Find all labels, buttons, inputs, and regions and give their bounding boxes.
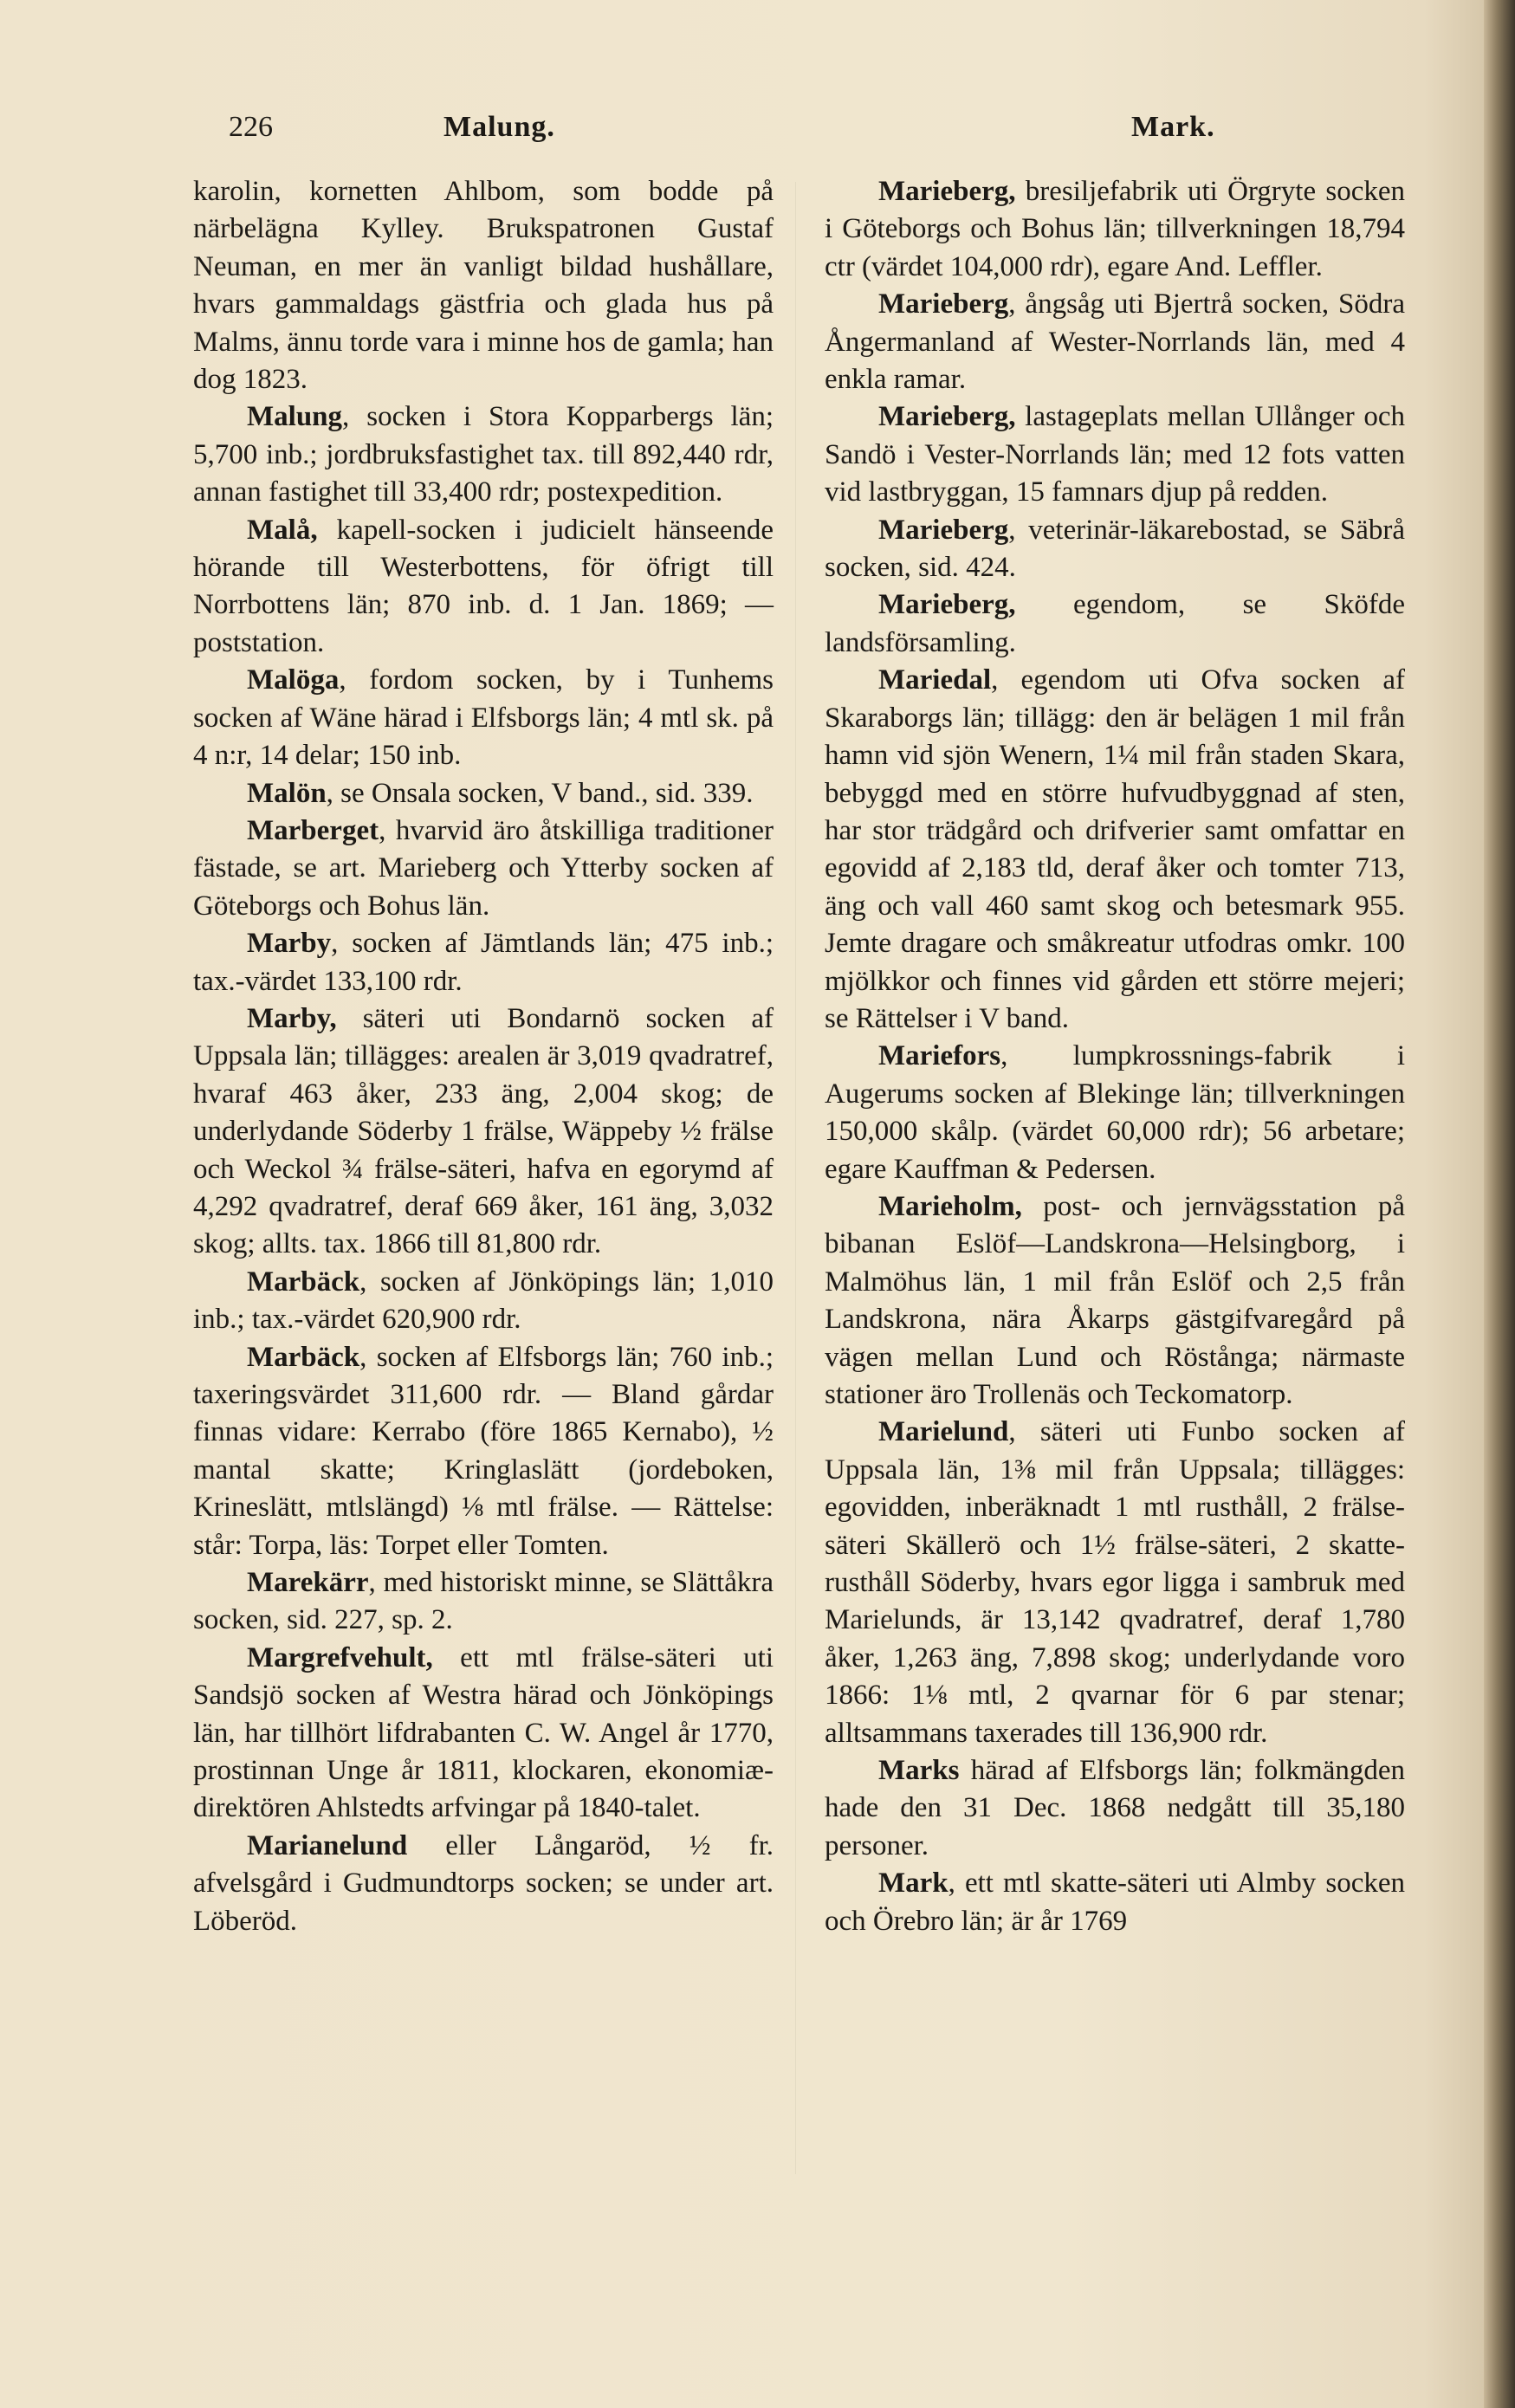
dictionary-entry [825,512,1405,587]
entry-text: lastageplats mellan Ullånger och Sandö i Vester-Norrlands län; med 12 fots vatten vid lastbryggan, 15 famnars djup på redden. [825,401,1405,508]
entry-headword: Marieberg, [878,589,1016,621]
dictionary-entry [193,1640,774,1828]
dictionary-entry [825,286,1405,398]
entry-headword: Malung [247,401,343,433]
entry-text: egendom, se Sköfde landsförsamling. [825,589,1405,658]
dictionary-entry [193,1339,774,1564]
entry-headword: Malå, [247,514,318,546]
dictionary-entry [193,1264,774,1339]
entry-headword: Marekärr [247,1567,369,1599]
dictionary-entry [825,1865,1405,1940]
entry-text: , hvarvid äro åtskilliga traditioner fästade, se art. Marieberg och Ytterby socken af Göteborgs och Bohus län. [193,814,774,922]
entry-headword: Mariedal [878,664,992,696]
entry-headword: Marieberg, [878,176,1016,207]
entry-headword: Marieberg [878,514,1009,546]
entry-headword: Mark [878,1867,948,1900]
entry-text: , se Onsala socken, V band., sid. 339. [326,777,754,809]
entry-headword: Malöga [247,664,340,696]
column-divider [795,182,796,2174]
entry-text: ett mtl frälse-säteri uti Sandsjö socken af Westra härad och Jönköpings län, har tillhört lifdrabanten C. W. Angel år 1770, prostinnan Unge år 1811, klockaren, ekonomiæ-direktören Ahlstedts arfvingar på 1840-talet. [193,1641,774,1824]
entry-headword: Marbäck [247,1265,360,1298]
entry-text: post- och jernvägsstation på bibanan Eslöf—Landskrona—Helsingborg, i Malmöhus län, 1 mil från Eslöf och 2,5 från Landskrona, nära Åkarps gästgifvaregård på vägen mellan Lund och Röstånga; närmaste stationer äro Trollenäs och Teckomatorp. [825,1190,1405,1410]
entry-text: , socken af Jönköpings län; 1,010 inb.; tax.-värdet 620,900 rdr. [193,1265,774,1336]
entry-text: härad af Elfsborgs län; folkmängden hade den 31 Dec. 1868 nedgått till 35,180 personer. [825,1755,1405,1861]
dictionary-entry [825,586,1405,662]
entry-headword: Marieholm, [878,1190,1022,1222]
dictionary-entry [825,173,1405,286]
dictionary-entry [193,812,774,925]
entry-text: , ångsåg uti Bjertrå socken, Södra Ångermanland af Wester-Norrlands län, med 4 enkla ramar. [825,288,1405,396]
entry-headword: Marks [878,1755,960,1787]
entry-headword: Marby, [247,1002,337,1034]
dictionary-entry [193,1000,774,1264]
entry-text: , socken i Stora Kopparbergs län; 5,700 inb.; jordbruksfastighet tax. till 892,440 rdr, annan fastighet till 33,400 rdr; postexpedition. [193,401,774,508]
dictionary-entry [193,398,774,511]
entry-text: , med historiskt minne, se Slättåkra socken, sid. 227, sp. 2. [193,1567,774,1636]
dictionary-entry [825,1038,1405,1188]
entry-text: , veterinär-läkarebostad, se Säbrå socken, sid. 424. [825,514,1405,584]
entry-headword: Marieberg, [878,401,1016,433]
entry-headword: Marberget [247,814,379,846]
dictionary-entry [193,925,774,1000]
left-column [193,173,774,1940]
right-running-head: Mark. [1131,111,1215,143]
entry-text: , socken af Jämtlands län; 475 inb.; tax.-värdet 133,100 rdr. [193,928,774,997]
left-running-head: Malung. [443,111,555,143]
dictionary-entry [825,662,1405,1038]
page-header [191,111,1215,154]
entry-text: , socken af Elfsborgs län; 760 inb.; taxeringsvärdet 311,600 rdr. — Bland gårdar finnas vidare: Kerrabo (före 1865 Kernabo), ½ mantal skatte; Kringlaslätt (jordeboken, Krineslätt, mtlslängd) ⅛ mtl frälse. — Rättelse: står: Torpa, läs: Torpet eller Tomten. [193,1341,774,1561]
entry-text: , lumpkrossnings-fabrik i Augerums socken af Blekinge län; tillverkningen 150,000 skålp. (värdet 60,000 rdr); 56 arbetare; egare Kauffman & Pedersen. [825,1040,1405,1185]
page-number: 226 [229,111,273,143]
entry-headword: Marby [247,928,332,960]
entry-text: eller Långaröd, ½ fr. afvelsgård i Gudmundtorps socken; se under art. Löberöd. [193,1829,774,1937]
dictionary-entry [825,1752,1405,1865]
entry-headword: Marieberg [878,288,1009,320]
entry-headword: Marielund [878,1416,1009,1448]
entry-headword: Marbäck [247,1341,360,1373]
entry-text: kapell-socken i judicielt hänseende hörande till Westerbottens, för öfrigt till Norrbottens län; 870 inb. d. 1 Jan. 1869; — poststation. [193,514,774,658]
right-column [825,173,1405,1940]
dictionary-entry [193,173,774,398]
dictionary-entry [193,1564,774,1640]
dictionary-entry [193,775,774,812]
entry-text: karolin, kornetten Ahlbom, som bodde på närbelägna Kylley. Brukspatronen Gustaf Neuman, en mer än vanligt bildad hushållare, hvars gammaldags gästfria och glada hus på Malms, ännu torde vara i minne hos de gamla; han dog 1823. [193,176,774,396]
entry-text: säteri uti Bondarnö socken af Uppsala län; tillägges: arealen är 3,019 qvadratref, hvaraf 463 åker, 233 äng, 2,004 skog; de underlydande Söderby 1 frälse, Wäppeby ½ frälse och Weckol ¾ frälse-säteri, hafva en egorymd af 4,292 qvadratref, deraf 669 åker, 161 äng, 3,032 skog; allts. tax. 1866 till 81,800 rdr. [193,1002,774,1260]
entry-headword: Mariefors [878,1040,1001,1072]
book-spine-edge [1484,0,1515,2408]
dictionary-entry [193,662,774,774]
dictionary-entry [825,398,1405,511]
dictionary-entry [193,1828,774,1940]
entry-headword: Malön [247,777,327,809]
entry-text: , egendom uti Ofva socken af Skaraborgs län; tillägg: den är belägen 1 mil från hamn vid sjön Wenern, 1¼ mil från staden Skara, bebyggd med en större hufvudbyggnad af sten, har stor trädgård och drifverier samt omfattar en egovidd af 2,183 tld, deraf åker och tomter 713, äng och vall 460 samt skog och betesmark 955. Jemte dragare och småkreatur utfodras omkr. 100 mjölkkor och finnes vid gården ett större mejeri; se Rättelser i V band. [825,664,1405,1034]
dictionary-entry [193,512,774,663]
dictionary-entry [825,1414,1405,1752]
entry-text: , fordom socken, by i Tunhems socken af Wäne härad i Elfsborgs län; 4 mtl sk. på 4 n:r, 14 delar; 150 inb. [193,664,774,772]
entry-text: bresiljefabrik uti Örgryte socken i Göteborgs och Bohus län; tillverkningen 18,794 ctr (värdet 104,000 rdr), egare And. Leffler. [825,176,1405,282]
entry-text: , ett mtl skatte-säteri uti Almby socken och Örebro län; är år 1769 [825,1867,1405,1937]
dictionary-entry [825,1188,1405,1414]
entry-headword: Margrefvehult, [247,1641,433,1673]
entry-text: , säteri uti Funbo socken af Uppsala län, 1⅜ mil från Uppsala; tillägges: egovidden, inberäknadt 1 mtl rusthåll, 2 frälse-säteri Skällerö och 1½ frälse-säteri, 2 skatte-rusthåll Söderby, hvars egor ligga i sambruk med Marielunds, är 13,142 qvadratref, deraf 1,780 åker, 1,263 äng, 7,898 skog; underlydande voro 1866: 1⅛ mtl, 2 qvarnar för 6 par stenar; alltsammans taxerades till 136,900 rdr. [825,1416,1405,1749]
entry-headword: Marianelund [247,1829,408,1861]
